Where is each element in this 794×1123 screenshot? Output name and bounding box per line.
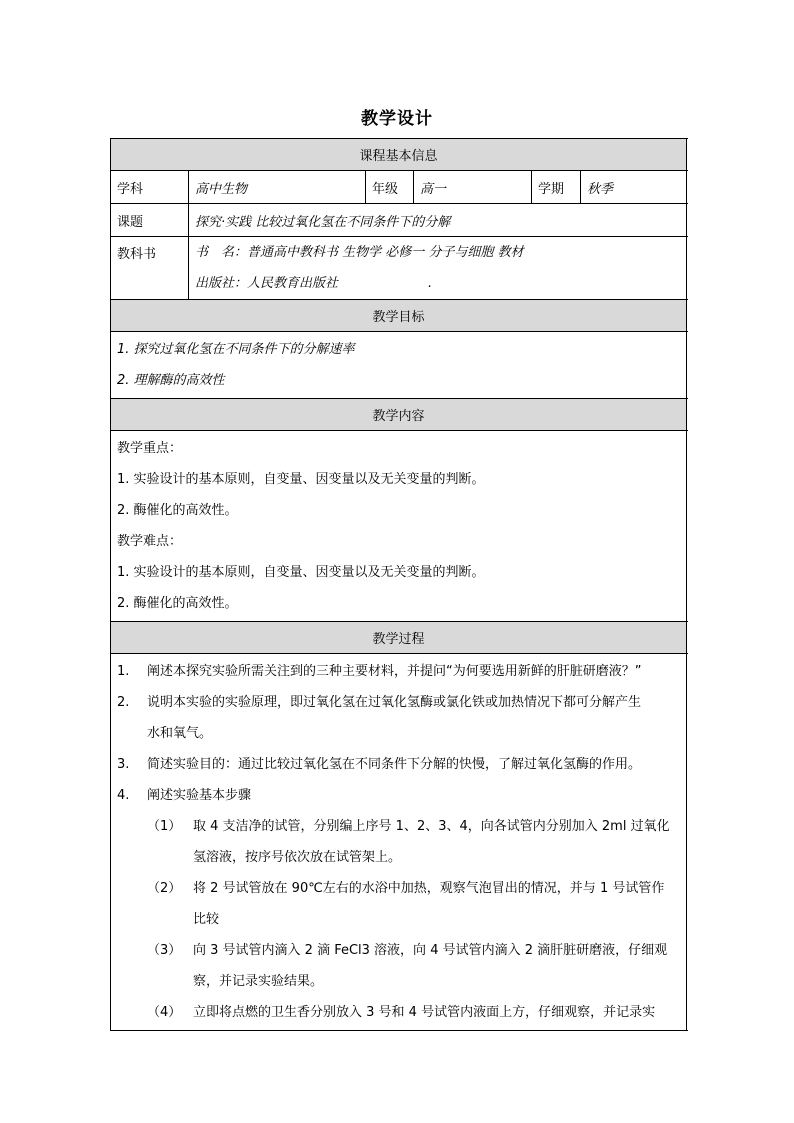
step-item — [117, 935, 680, 966]
process-item — [117, 780, 680, 811]
textbook-value — [189, 237, 687, 299]
process-item-text: 说明本实验的实验原理，即过氧化氢在过氧化氢酶或氯化铁或加热情况下都可分解产生 — [147, 695, 642, 710]
publisher-text: 出版社：人民教育出版社 — [195, 276, 339, 291]
goals-row — [111, 332, 688, 399]
step-text: 向 3 号试管内滴入 2 滴 FeCl3 溶液，向 4 号试管内滴入 2 滴肝脏研磨液，仔细观 — [193, 943, 668, 958]
step-text: 取 4 支洁净的试管，分别编上序号 1、2、3、4，向各试管内分别加入 2ml 过氧化 — [193, 819, 670, 834]
step-text: 立即将点燃的卫生香分别放入 3 号和 4 号试管内液面上方，仔细观察，并记录实 — [193, 1005, 656, 1020]
step-item — [117, 811, 680, 842]
key-points-title: 教学重点： — [117, 441, 183, 456]
grade-label: 年级 — [366, 171, 414, 203]
process-item-text: 阐述实验基本步骤 — [147, 788, 252, 803]
step-item — [117, 997, 680, 1028]
section-basic-info — [111, 139, 688, 171]
step-number: （4） — [147, 1005, 182, 1020]
content-row — [111, 431, 688, 622]
difficult-point-item: 2. 酶催化的高效性。 — [117, 596, 238, 611]
process-item-number: 3. — [117, 757, 130, 772]
process-item-continuation: 水和氧气。 — [147, 726, 213, 741]
difficult-point-item: 1. 实验设计的基本原则，自变量、因变量以及无关变量的判断。 — [117, 565, 485, 580]
section-header-basic-info: 课程基本信息 — [111, 139, 687, 170]
section-header-goals: 教学目标 — [111, 300, 687, 331]
page-title: 教学设计 — [361, 109, 433, 129]
goals-list — [111, 332, 687, 398]
textbook-row — [111, 237, 688, 300]
term-label: 学期 — [532, 171, 581, 203]
process-item-number: 1. — [117, 664, 130, 679]
goal-item: 1. 探究过氧化氢在不同条件下的分解速率 — [117, 342, 355, 357]
textbook-label: 教科书 — [111, 237, 189, 299]
process-item — [117, 687, 680, 718]
subject-row — [111, 171, 688, 204]
process-body — [111, 654, 687, 1030]
section-content — [111, 399, 688, 431]
topic-row — [111, 204, 688, 237]
difficult-points-title: 教学难点： — [117, 534, 183, 549]
content-body — [111, 431, 687, 621]
section-process — [111, 622, 688, 654]
process-item-number: 2. — [117, 695, 130, 710]
process-item-text: 简述实验目的：通过比较过氧化氢在不同条件下分解的快慢，了解过氧化氢酶的作用。 — [147, 757, 642, 772]
step-number: （1） — [147, 819, 182, 834]
process-item — [117, 656, 680, 687]
process-row — [111, 654, 688, 1031]
publisher-dot: . — [428, 276, 433, 291]
process-item — [117, 749, 680, 780]
step-continuation: 氢溶液，按序号依次放在试管架上。 — [193, 850, 402, 865]
topic-value: 探究·实践 比较过氧化氢在不同条件下的分解 — [189, 204, 687, 236]
step-number: （3） — [147, 943, 182, 958]
goal-item: 2. 理解酶的高效性 — [117, 373, 225, 388]
book-name-line: 书 名：普通高中教科书 生物学 必修一 分子与细胞 教材 — [195, 245, 524, 260]
key-point-item: 1. 实验设计的基本原则，自变量、因变量以及无关变量的判断。 — [117, 472, 485, 487]
topic-label: 课题 — [111, 204, 189, 236]
step-continuation: 察，并记录实验结果。 — [193, 974, 324, 989]
lesson-plan-table — [110, 138, 688, 1031]
process-item-text: 阐述本探究实验所需关注到的三种主要材料，并提问“为何要选用新鲜的肝脏研磨液？” — [147, 664, 642, 679]
process-item-number: 4. — [117, 788, 130, 803]
step-number: （2） — [147, 881, 182, 896]
publisher-line — [189, 268, 686, 299]
step-item — [117, 873, 680, 904]
subject-value: 高中生物 — [189, 171, 366, 203]
grade-value: 高一 — [414, 171, 532, 203]
step-continuation: 比较 — [193, 912, 220, 927]
section-goals — [111, 300, 688, 332]
section-header-process: 教学过程 — [111, 622, 687, 653]
step-text: 将 2 号试管放在 90℃左右的水浴中加热，观察气泡冒出的情况，并与 1 号试管作 — [193, 881, 665, 896]
term-value: 秋季 — [581, 171, 687, 203]
key-point-item: 2. 酶催化的高效性。 — [117, 503, 238, 518]
section-header-content: 教学内容 — [111, 399, 687, 430]
subject-label: 学科 — [111, 171, 189, 203]
